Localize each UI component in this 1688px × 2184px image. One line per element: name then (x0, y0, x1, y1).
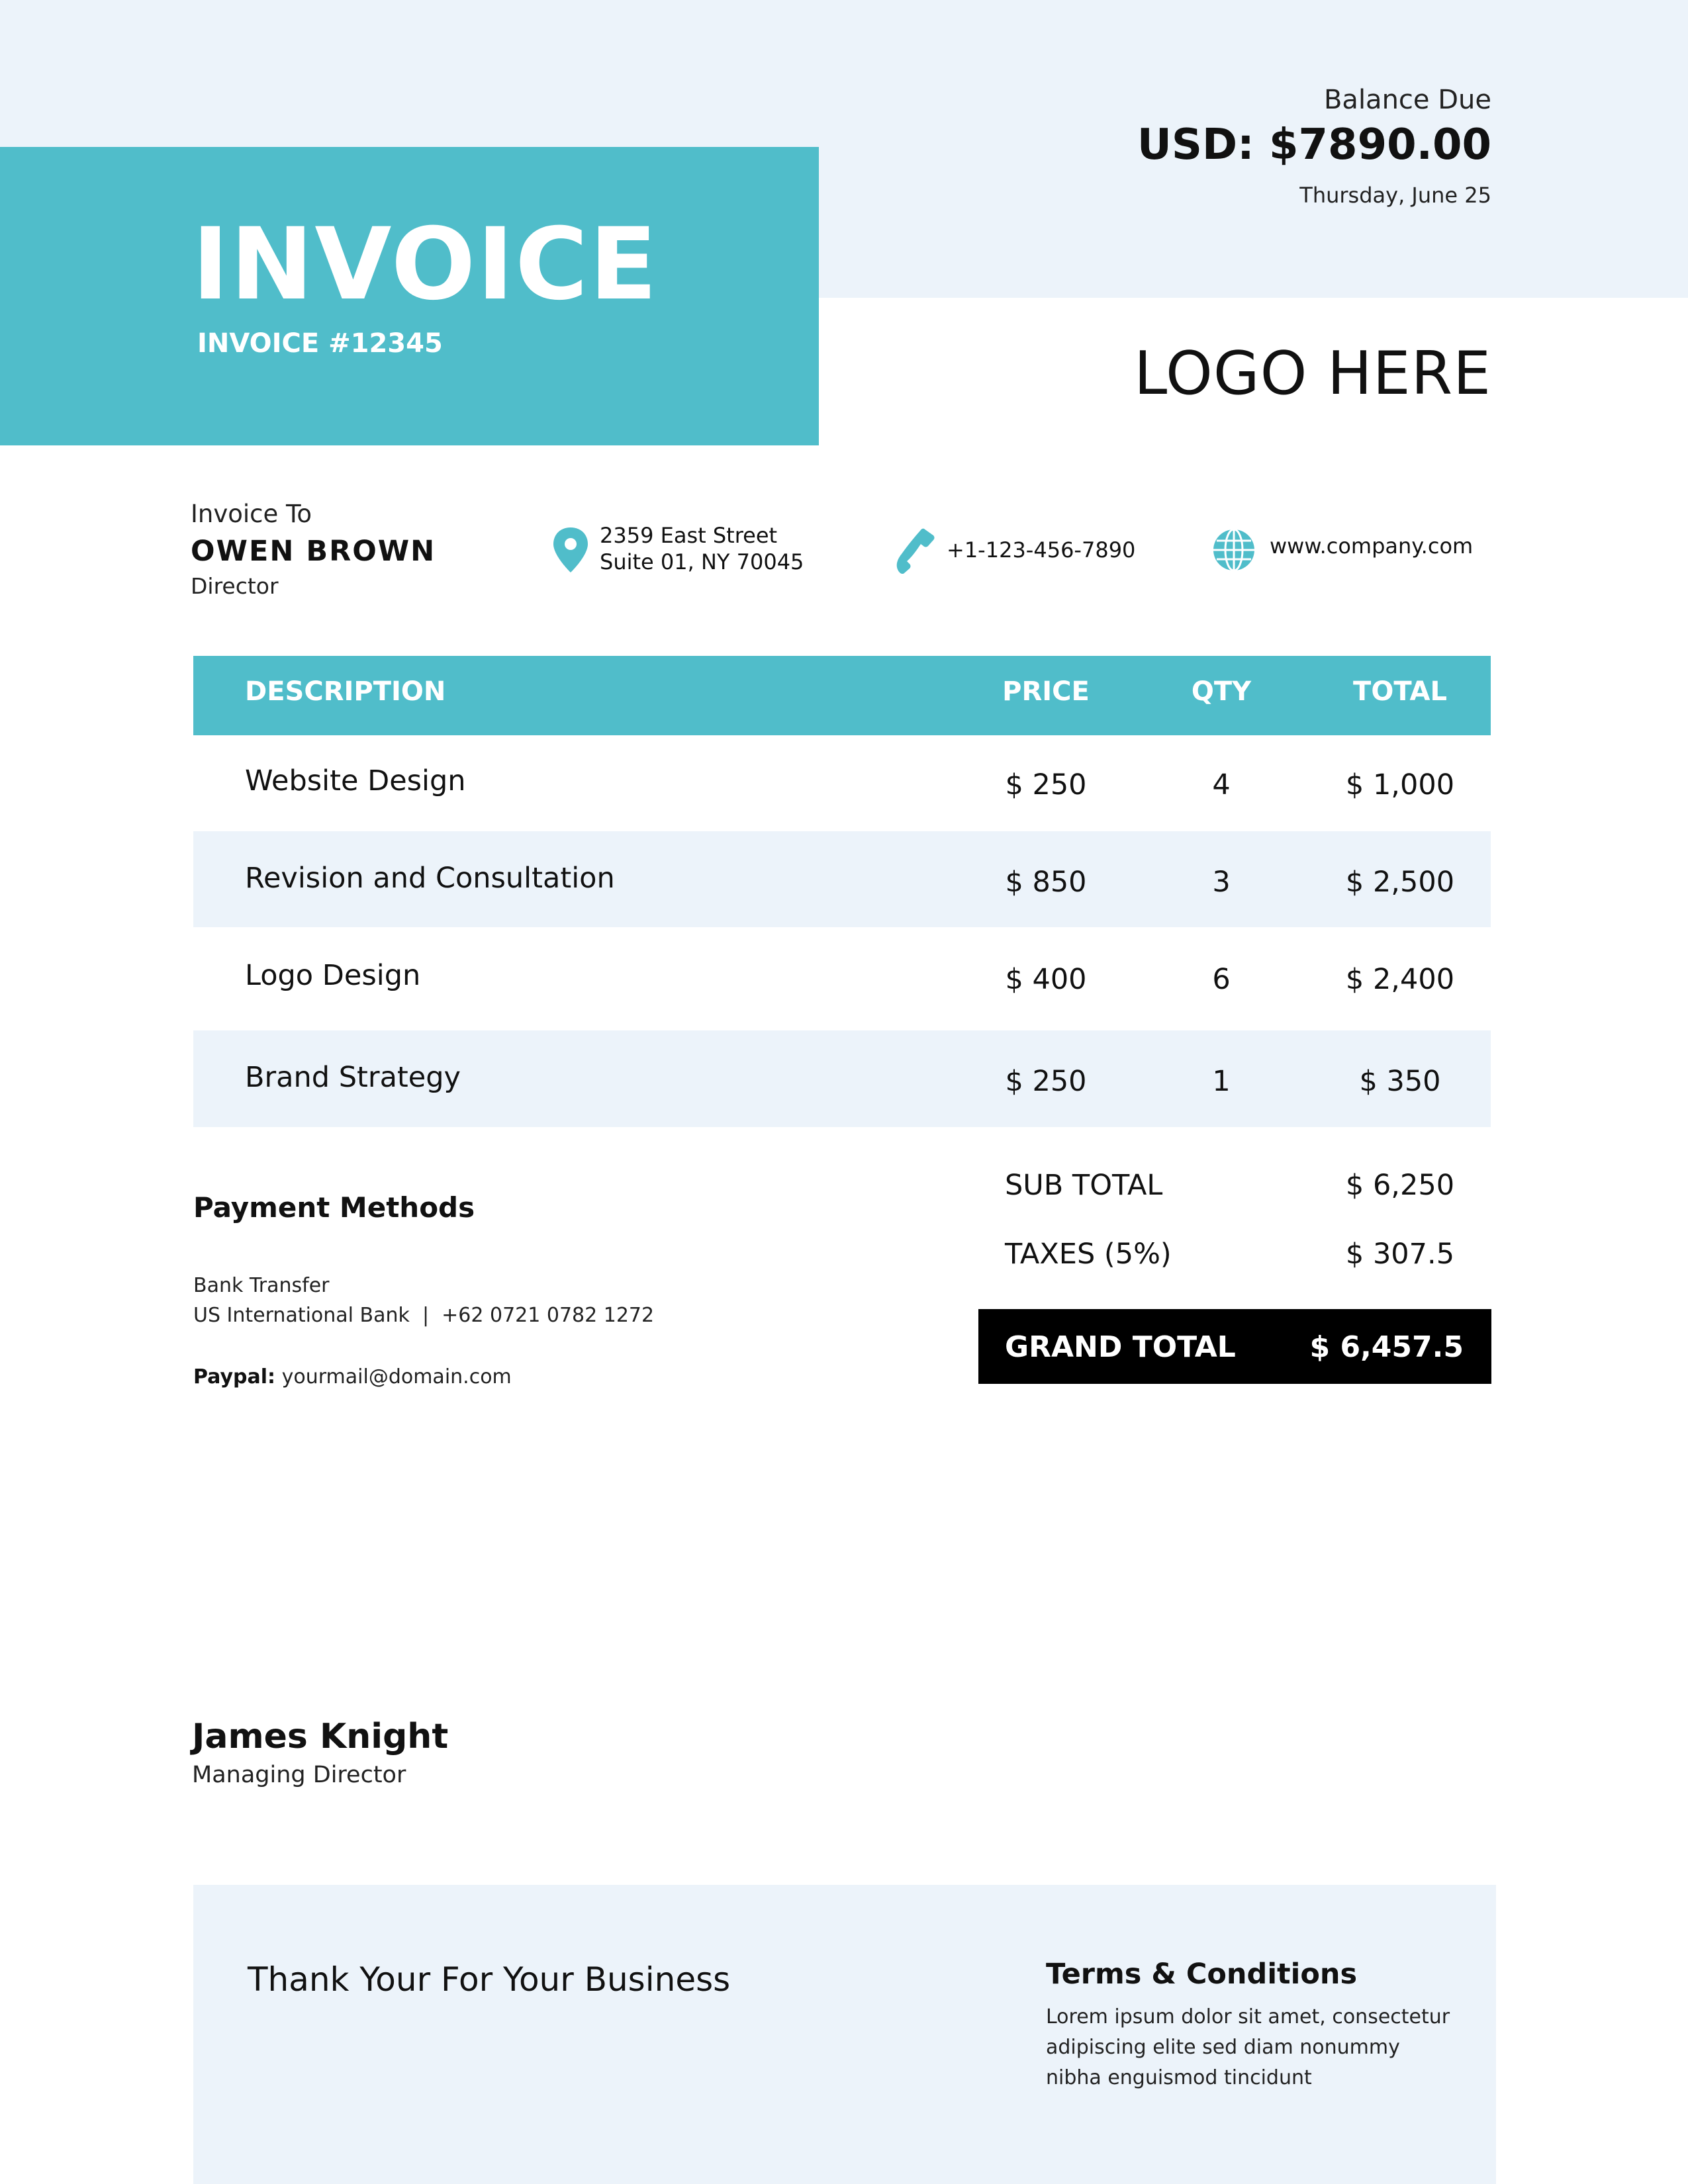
grand-total-label: GRAND TOTAL (1005, 1330, 1236, 1364)
taxes-label: TAXES (5%) (1005, 1238, 1172, 1271)
address-line-2: Suite 01, NY 70045 (600, 549, 804, 574)
row-price: $ 850 (1005, 866, 1087, 899)
payment-paypal (193, 1365, 512, 1388)
row-description: Brand Strategy (245, 1061, 461, 1094)
row-total: $ 2,400 (1345, 963, 1455, 996)
company-logo: LOGO HERE (1134, 339, 1491, 408)
address-line-1: 2359 East Street (600, 523, 778, 548)
invoice-title: INVOICE (192, 207, 659, 322)
row-qty: 3 (1212, 866, 1231, 899)
paypal-email: yourmail@domain.com (281, 1365, 512, 1388)
row-price: $ 250 (1005, 768, 1087, 801)
balance-due-amount: USD: $7890.00 (1137, 120, 1491, 169)
row-qty: 1 (1212, 1065, 1231, 1098)
signer-name: James Knight (192, 1717, 449, 1756)
website-url: www.company.com (1270, 533, 1474, 559)
grand-total-value: $ 6,457.5 (1309, 1330, 1464, 1364)
row-description: Website Design (245, 764, 466, 797)
invoice-date: Thursday, June 25 (1299, 183, 1491, 208)
balance-due-label: Balance Due (1323, 85, 1491, 115)
invoice-number: INVOICE #12345 (197, 328, 443, 359)
row-description: Logo Design (245, 959, 421, 992)
signer-role: Managing Director (192, 1762, 406, 1788)
subtotal-value: $ 6,250 (1345, 1169, 1455, 1202)
terms-title: Terms & Conditions (1046, 1958, 1358, 1991)
payment-bank: Bank Transfer (193, 1274, 330, 1297)
terms-line: nibha enguismod tincidunt (1046, 2066, 1312, 2089)
payment-bank-details: US International Bank | +62 0721 0782 1272 (193, 1304, 655, 1327)
column-header-description: DESCRIPTION (245, 676, 446, 707)
terms-line: Lorem ipsum dolor sit amet, consectetur (1046, 2005, 1450, 2028)
row-price: $ 400 (1005, 963, 1087, 996)
row-total: $ 350 (1359, 1065, 1441, 1098)
taxes-value: $ 307.5 (1345, 1238, 1455, 1271)
column-header-qty: QTY (1191, 676, 1252, 707)
phone-number: +1-123-456-7890 (947, 537, 1136, 563)
terms-line: adipiscing elite sed diam nonummy (1046, 2036, 1400, 2059)
row-description: Revision and Consultation (245, 862, 615, 895)
phone-icon (894, 526, 936, 574)
row-qty: 4 (1212, 768, 1231, 801)
payment-methods-title: Payment Methods (193, 1191, 475, 1224)
thank-you-message: Thank Your For Your Business (248, 1960, 731, 1999)
bill-to-label: Invoice To (191, 500, 312, 528)
globe-icon (1211, 526, 1254, 574)
column-header-total: TOTAL (1353, 676, 1447, 707)
row-price: $ 250 (1005, 1065, 1087, 1098)
footer-panel (193, 1885, 1496, 2184)
subtotal-label: SUB TOTAL (1005, 1169, 1163, 1202)
row-total: $ 1,000 (1345, 768, 1455, 801)
column-header-price: PRICE (1002, 676, 1090, 707)
client-name: OWEN BROWN (191, 535, 436, 568)
paypal-label: Paypal: (193, 1365, 276, 1388)
row-qty: 6 (1212, 963, 1231, 996)
row-total: $ 2,500 (1345, 866, 1455, 899)
location-pin-icon (549, 526, 592, 574)
client-role: Director (191, 573, 279, 599)
